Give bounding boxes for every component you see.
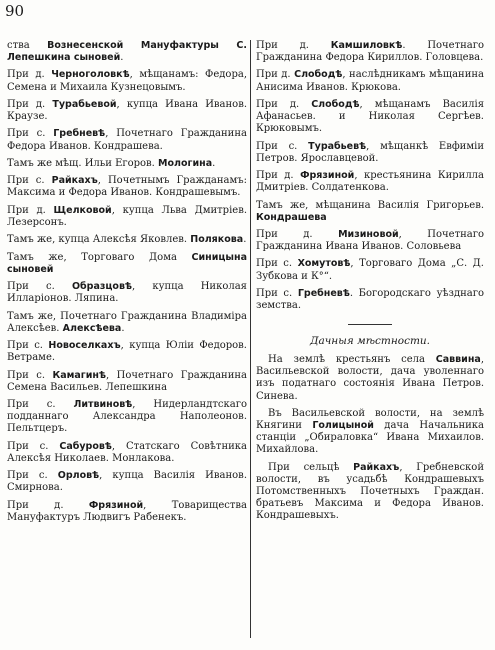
entry-text: , купца Льва Дмитріев. Лезерсонъ.: [7, 204, 247, 228]
entry-place-name: Турабьевѣ: [308, 140, 367, 152]
entry-text: , Почетнаго Гражданина Федора Иванов. Кондрашева.: [7, 128, 247, 152]
directory-entry: [7, 99, 247, 123]
column-divider: [250, 40, 251, 638]
entry-text: , Почетнаго Гражданина Семена Васильев. Лепешкина: [7, 369, 247, 393]
directory-entry: [7, 158, 247, 170]
entry-text: , купца Василія Иванов. Смирнова.: [7, 470, 247, 494]
entry-text: , мѣщанамъ Василія Афанасьев. и Николая Сергѣев. Крюковымъ.: [256, 98, 485, 135]
entry-text: При с.: [7, 128, 54, 140]
entry-place-name: Вознесенской Мануфактуры С. Лепешкина сыновей: [7, 40, 247, 64]
directory-entry: [7, 205, 247, 229]
directory-entry: [7, 128, 247, 152]
entry-text: Тамъ же, Торговаго Дома: [7, 251, 192, 263]
entry-place-name: Турабьевой: [52, 98, 117, 110]
entry-text: При д.: [256, 69, 295, 81]
entry-place-name: Голицыной: [312, 420, 374, 432]
section-separator: [348, 324, 392, 325]
entry-text: ства: [7, 40, 48, 51]
entry-text: При с.: [7, 470, 58, 482]
entry-text: . Почетнаго Гражданина Федора Кириллов. Головцева.: [256, 40, 485, 64]
directory-entry: [256, 462, 484, 522]
entry-text: .: [243, 234, 247, 246]
entry-place-name: Райкахъ: [51, 175, 98, 187]
entry-place-name: Полякова: [190, 234, 244, 246]
right-entries: [256, 40, 484, 312]
directory-entry: [7, 370, 247, 394]
entry-text: .: [121, 322, 125, 334]
entry-place-name: Кондрашева: [256, 211, 327, 223]
directory-entry: [7, 69, 247, 93]
directory-entry: [256, 229, 484, 253]
entry-text: дача Начальника станціи „Обираловка“ Ивана Михаилов. Михайлова.: [256, 420, 484, 456]
entry-text: , Торговаго Дома „С. Д. Зубкова и К°“.: [256, 258, 484, 282]
entry-place-name: Мологина: [158, 157, 213, 169]
entry-text: , крестьянина Кирилла Дмитріев. Солдатенкова.: [256, 170, 484, 194]
entry-text: При д.: [256, 40, 331, 51]
entry-text: При д.: [256, 98, 312, 110]
entry-text: , Нидерландтскаго подданнаго Александра Наполеонов. Пельтцеръ.: [7, 399, 247, 435]
entry-place-name: Новоселкахъ: [48, 340, 121, 352]
entry-text: , купца Ивана Иванов. Краузе.: [7, 98, 247, 123]
entry-text: , Васильевской волости, дача уволеннаго изъ податнаго состоянія Ивана Петров. Синева.: [256, 354, 484, 402]
entry-place-name: Мизиновой: [338, 229, 399, 240]
entry-text: При с.: [256, 140, 309, 152]
entry-text: При с.: [7, 281, 72, 293]
directory-entry: [7, 399, 247, 435]
entry-place-name: Образцовѣ: [71, 281, 132, 293]
section-heading: Дачныя мѣстности.: [309, 335, 431, 348]
entry-text: . Богородскаго уѣзднаго земства.: [256, 287, 484, 312]
directory-entry: [7, 311, 247, 335]
directory-entry: [256, 258, 484, 282]
entry-place-name: Сабуровѣ: [59, 440, 112, 452]
entry-text: При д.: [7, 204, 54, 216]
entry-text: При д.: [7, 499, 89, 511]
entry-place-name: Саввина: [435, 354, 481, 366]
directory-entry: [7, 234, 247, 246]
entry-place-name: Черноголовкѣ: [51, 69, 130, 81]
directory-entry: [256, 408, 484, 456]
directory-entry: [7, 441, 247, 465]
entry-place-name: Гребневѣ: [53, 128, 106, 140]
entry-place-name: Камшиловкѣ: [330, 40, 403, 51]
directory-entry: [7, 252, 247, 276]
entry-place-name: Синицына сыновей: [7, 251, 247, 275]
directory-entry: [7, 500, 247, 524]
entry-text: При сельцѣ: [268, 461, 354, 473]
entry-place-name: Щелковой: [53, 204, 112, 216]
entry-text: При с.: [7, 399, 74, 411]
directory-entry: [256, 99, 484, 135]
entry-place-name: Орловѣ: [57, 470, 100, 482]
entry-place-name: Хомутовѣ: [297, 258, 351, 270]
entry-text: При с.: [7, 340, 49, 352]
entry-place-name: Райкахъ: [353, 461, 400, 473]
entry-place-name: Слободѣ: [294, 69, 343, 81]
right-column: [256, 40, 484, 527]
entry-text: Въ Васильевской волости, на землѣ Княгини: [256, 407, 484, 432]
entry-text: .: [120, 52, 124, 64]
entry-text: При с.: [7, 369, 53, 381]
directory-entry: [256, 288, 484, 312]
directory-entry: [256, 40, 484, 64]
entry-place-name: Слободѣ: [311, 98, 360, 110]
directory-entry: [256, 200, 484, 224]
entry-text: , Товарищества Мануфактуръ Людвигъ Рабенекъ.: [7, 499, 247, 523]
directory-entry: [256, 69, 484, 93]
entry-text: Тамъ же, мѣщанина Василія Григорьев.: [256, 199, 484, 211]
directory-entry: [7, 40, 247, 64]
entry-place-name: Камагинѣ: [52, 369, 106, 381]
entry-place-name: Гребневѣ: [297, 287, 350, 299]
entry-place-name: Фрязиной: [88, 499, 144, 511]
entry-text: , мѣщанамъ: Федора, Семена и Михаила Кузнецовымъ.: [7, 69, 247, 93]
entry-text: При с.: [256, 287, 298, 299]
entry-text: При с.: [7, 175, 52, 187]
entry-text: , купца Юліи Федоров. Ветраме.: [7, 340, 247, 364]
entry-text: При с.: [256, 258, 298, 270]
entry-text: При с.: [7, 440, 60, 452]
directory-entry: [7, 470, 247, 494]
entry-text: , Почетнымъ Гражданамъ: Максима и Федора Иванов. Кондрашевымъ.: [7, 175, 247, 199]
entry-place-name: Литвиновѣ: [73, 399, 133, 411]
entry-text: , мѣщанкѣ Евфиміи Петров. Ярославцевой.: [256, 140, 484, 164]
left-column: [7, 40, 247, 529]
directory-entry: [7, 175, 247, 199]
entry-text: , наслѣдникамъ мѣщанина Анисима Иванов. Крюкова.: [256, 69, 484, 93]
entry-text: При д.: [7, 98, 53, 110]
entry-text: При д.: [256, 170, 301, 182]
entry-text: , купца Николая Илларіонов. Ляпина.: [7, 281, 247, 305]
directory-entry: [256, 354, 484, 402]
entry-text: При д.: [256, 229, 339, 240]
entry-text: , Почетнаго Гражданина Ивана Иванов. Соловьева: [256, 229, 484, 253]
entry-text: На землѣ крестьянъ села: [268, 354, 436, 366]
entry-text: Тамъ же мѣщ. Ильи Егоров.: [7, 157, 159, 169]
entry-text: Тамъ же, Почетнаго Гражданина Владиміра Алексѣев.: [7, 310, 247, 334]
entry-text: , Статскаго Совѣтника Алексѣя Николаев. Монлакова.: [7, 440, 247, 464]
directory-entry: [256, 170, 484, 194]
entry-place-name: Алексѣева: [62, 322, 122, 334]
directory-entry: [256, 141, 484, 165]
dacha-entries: [256, 354, 484, 522]
entry-text: .: [212, 157, 216, 169]
directory-entry: [7, 281, 247, 305]
entry-text: Тамъ же, купца Алексѣя Яковлев.: [7, 234, 191, 246]
page-number: 90: [5, 2, 25, 20]
entry-text: , Гребневской волости, въ усадьбѣ Кондрашевыхъ Потомственныхъ Почетныхъ Граждан. братьевъ Максима и Федора Иванов. Кондрашевыхъ.: [256, 461, 484, 521]
directory-entry: [7, 340, 247, 364]
entry-place-name: Фрязиной: [300, 170, 355, 182]
entry-text: При д.: [7, 69, 52, 81]
